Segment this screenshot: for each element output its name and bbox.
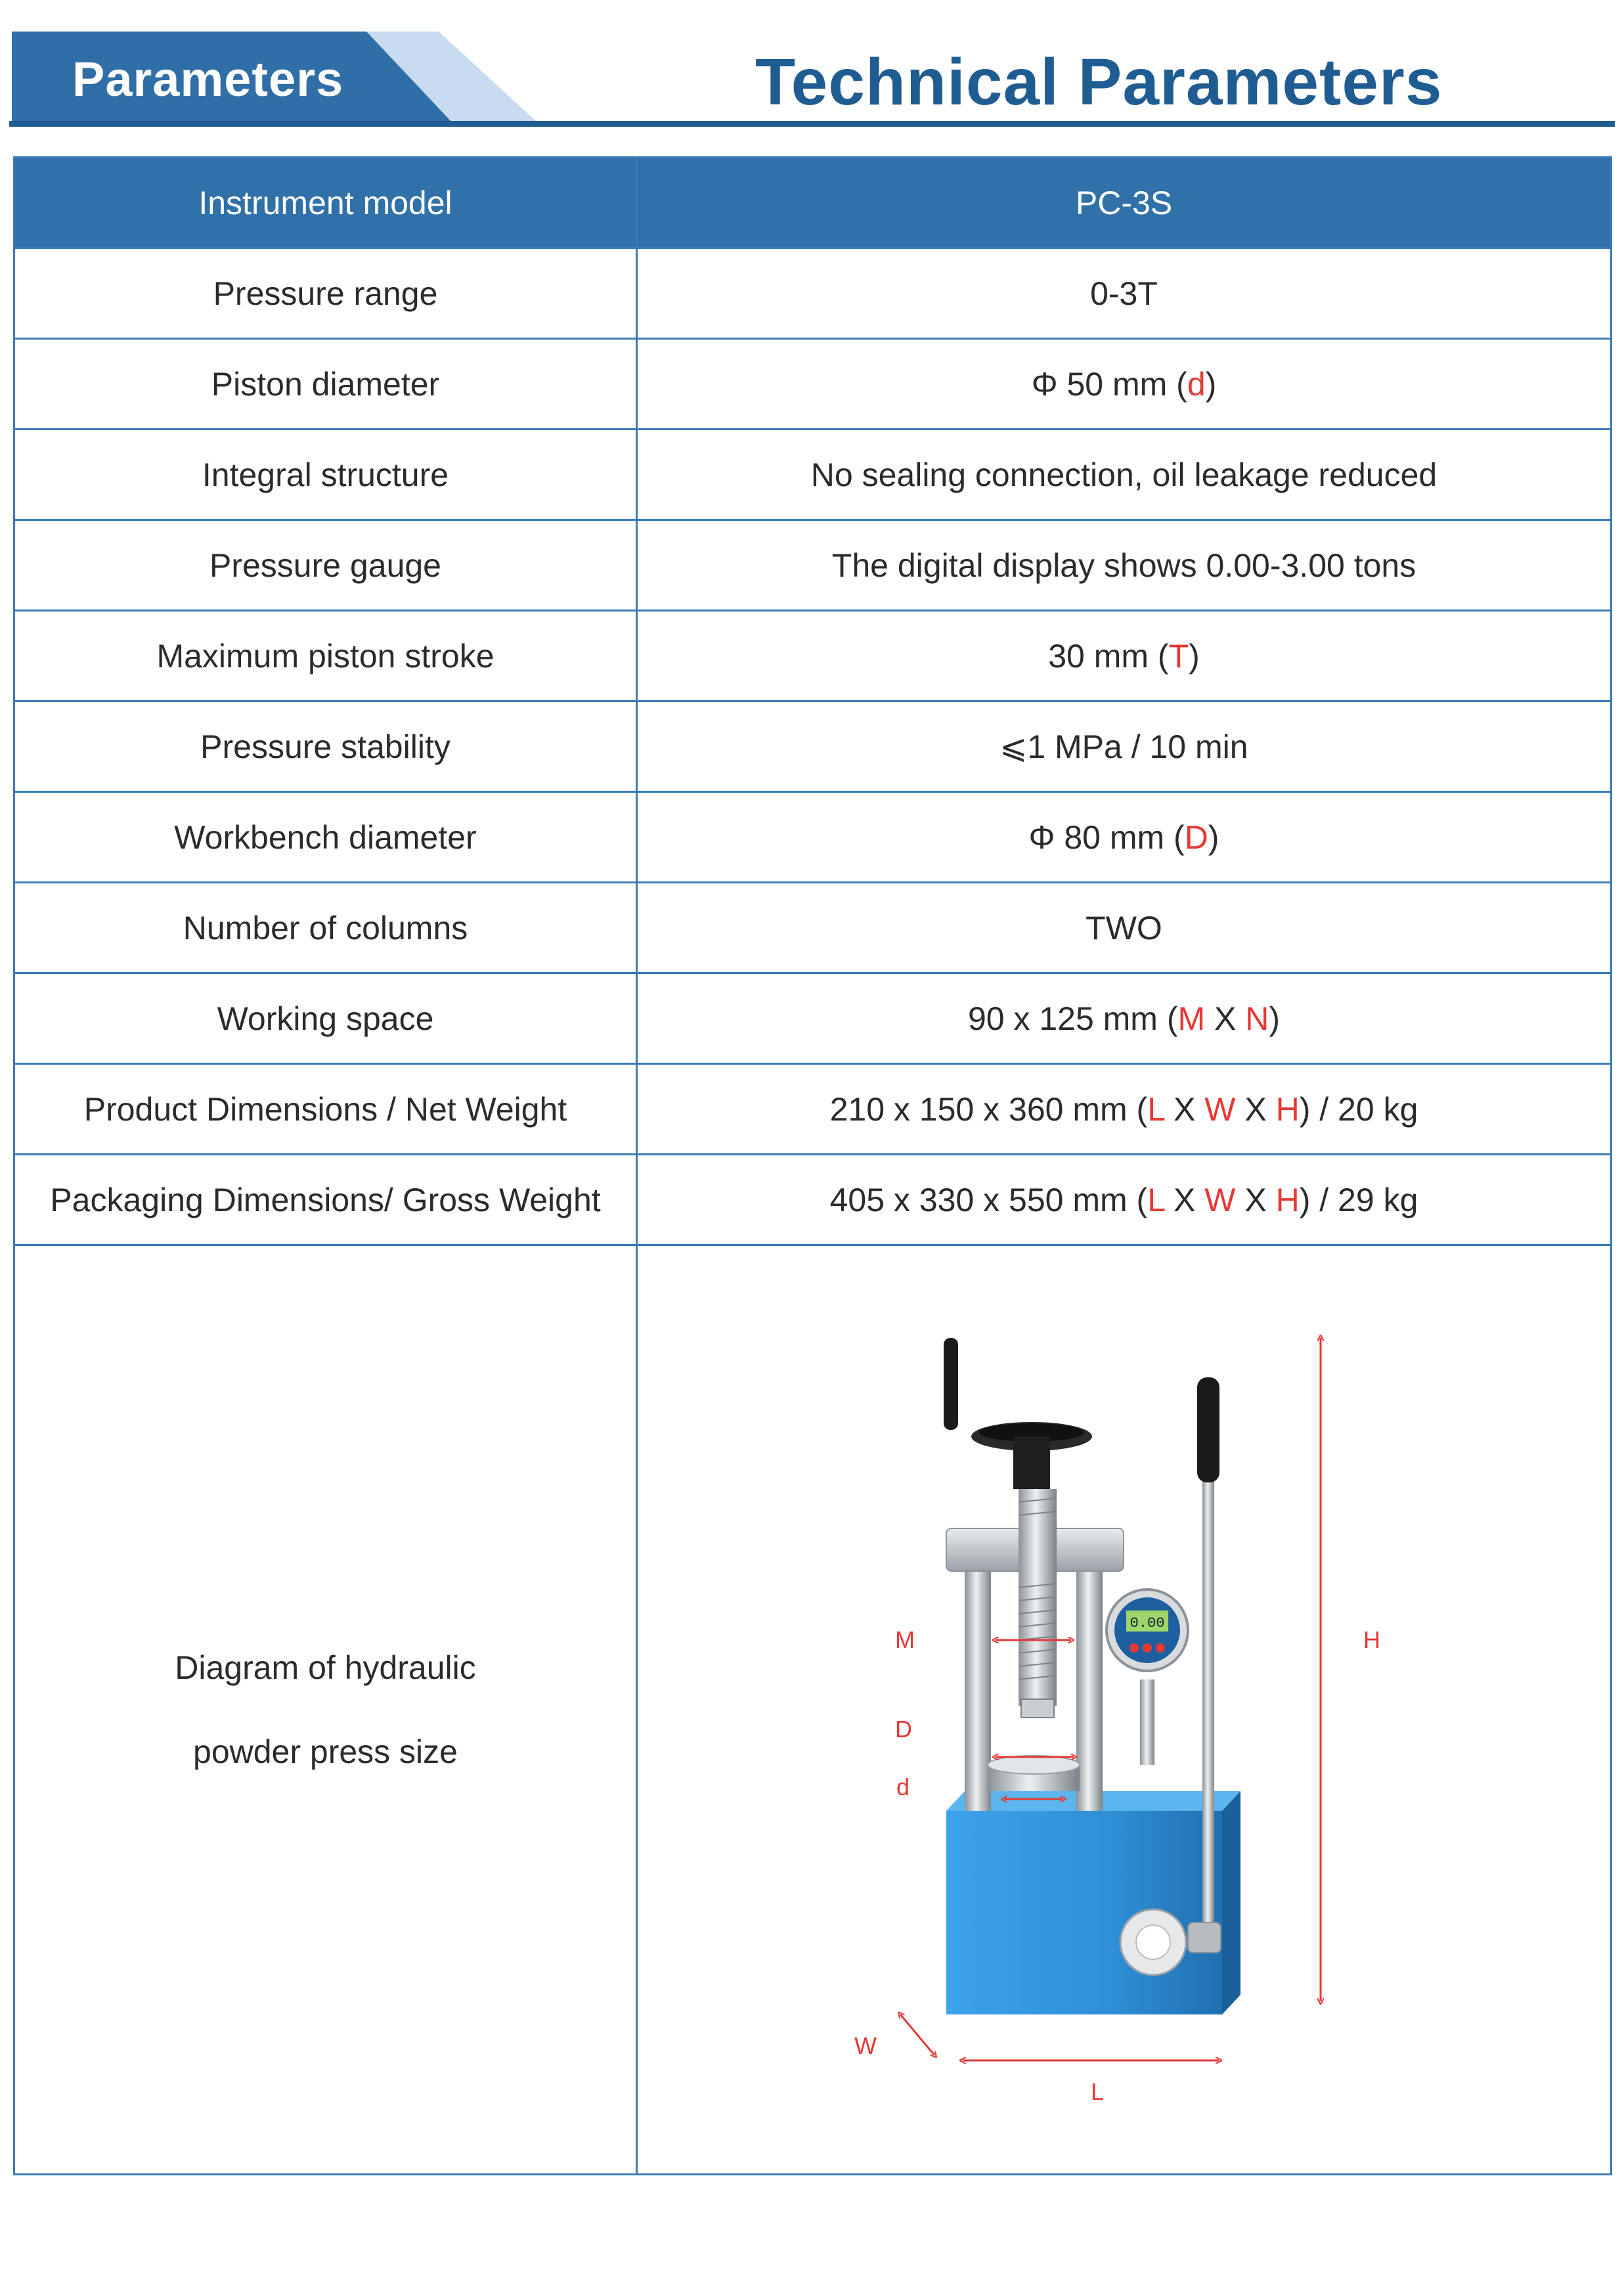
table-row [14,883,1612,973]
left-column [965,1568,991,1811]
value-text: 405 x 330 x 550 mm ( [829,1181,1148,1218]
diagram-image-cell [637,1245,1612,2175]
value-text: ) / 20 kg [1299,1090,1418,1128]
section-tab-label: Parameters [72,52,344,106]
param-value [637,1155,1612,1245]
param-label: Pressure range [14,248,637,339]
value-text: Φ 50 mm ( [1031,365,1187,403]
param-label: Product Dimensions / Net Weight [14,1064,637,1155]
dim-marker: W [1204,1090,1236,1128]
workbench [988,1756,1080,1791]
dim-marker: M [1177,1000,1206,1037]
dim-marker: L [1147,1090,1165,1128]
value-text: ) / 29 kg [1299,1181,1418,1218]
param-value [637,792,1612,883]
value-text: Φ 80 mm ( [1028,818,1185,856]
param-label: Pressure stability [14,701,637,792]
value-text: ) [1269,1000,1281,1037]
dim-marker: L [1147,1181,1165,1218]
dim-label-w: W [854,2032,877,2059]
value-text: X [1205,1000,1246,1037]
header-value-cell: PC-3S [637,158,1612,248]
param-label: Number of columns [14,883,637,973]
diagram-label-line: Diagram of hydraulic [175,1649,476,1686]
param-value: The digital display shows 0.00-3.00 tons [637,520,1612,611]
dim-marker: D [1184,818,1208,856]
param-label: Pressure gauge [14,520,637,611]
dim-label-d-upper: D [895,1716,912,1743]
param-label: Working space [14,973,637,1064]
gauge-reading: 0.00 [1130,1615,1165,1632]
handwheel-icon [944,1338,1092,1489]
value-text: X [1164,1181,1205,1218]
param-value [637,1064,1612,1155]
table-row [14,248,1612,339]
param-label: Workbench diameter [14,792,637,883]
table-row [14,1064,1612,1155]
param-value [637,611,1612,701]
dim-label-m: M [895,1626,915,1653]
diagram-label-cell [14,1245,637,2175]
lead-screw [1019,1489,1057,1718]
dim-label-d-lower: d [896,1773,910,1800]
param-value: No sealing connection, oil leakage reduced [637,430,1612,520]
value-text: X [1235,1090,1276,1128]
param-value [637,339,1612,430]
header-label-cell: Instrument model [14,158,637,248]
table-row [14,973,1612,1064]
release-knob-icon [1120,1909,1186,1975]
value-text: ) [1205,365,1217,403]
right-column [1076,1568,1103,1811]
dim-marker: H [1275,1181,1300,1218]
table-row [14,1155,1612,1245]
param-label: Maximum piston stroke [14,611,637,701]
param-value: TWO [637,883,1612,973]
param-value: ⩽1 MPa / 10 min [637,701,1612,792]
param-label: Piston diameter [14,339,637,430]
value-text: 210 x 150 x 360 mm ( [829,1090,1148,1128]
table-row [14,339,1612,430]
value-text: X [1235,1181,1276,1218]
dim-marker: W [1204,1181,1236,1218]
table-row [14,430,1612,520]
table-header-row [14,158,1612,248]
diagram-label-line: powder press size [193,1733,458,1770]
parameters-table [13,156,1612,2175]
value-text: ) [1189,637,1200,675]
dim-label-h: H [1363,1626,1380,1653]
dim-marker: H [1275,1090,1300,1128]
value-text: 90 x 125 mm ( [967,1000,1178,1037]
dim-label-l: L [1091,2078,1105,2105]
value-text: X [1164,1090,1205,1128]
dim-marker: N [1245,1000,1269,1037]
value-text: ) [1208,818,1219,856]
param-label: Integral structure [14,430,637,520]
page-title: Technical Parameters [755,45,1443,119]
table-row [14,611,1612,701]
dim-marker: d [1187,365,1206,403]
table-row [14,792,1612,883]
param-label: Packaging Dimensions/ Gross Weight [14,1155,637,1245]
press-base [946,1791,1240,2014]
dim-marker: T [1168,637,1189,675]
hydraulic-press-diagram [638,1246,1612,2173]
diagram-row [14,1245,1612,2175]
table-row [14,520,1612,611]
arrow-w [900,2014,934,2055]
param-value [637,973,1612,1064]
header-divider [9,121,1615,127]
param-value: 0-3T [637,248,1612,339]
digital-gauge-icon [1107,1589,1188,1765]
value-text: 30 mm ( [1048,637,1169,675]
table-row [14,701,1612,792]
